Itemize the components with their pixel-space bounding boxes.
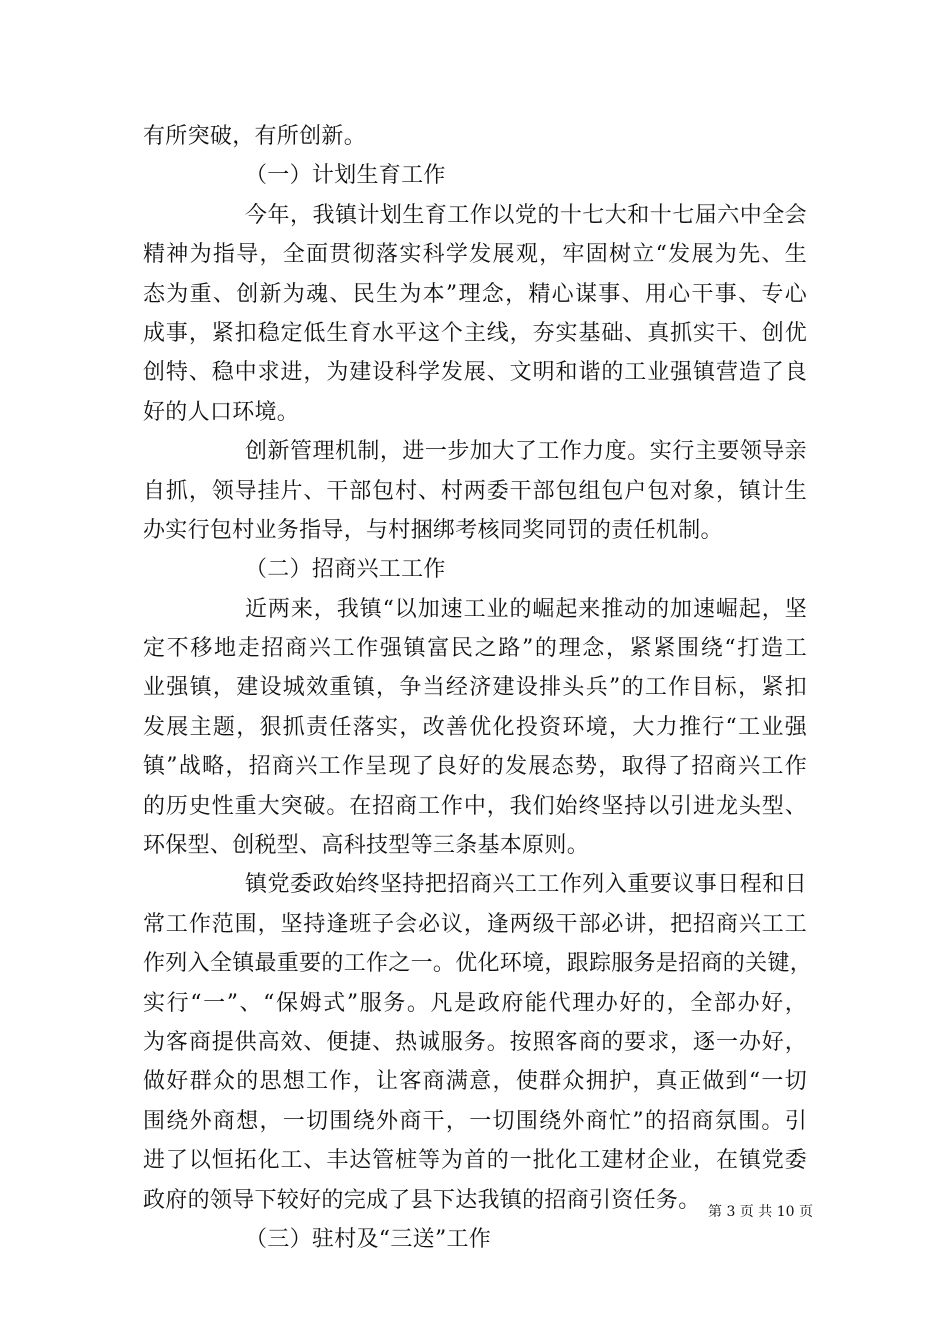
paragraph-line: 环保型、创税型、高科技型等三条基本原则。 (143, 833, 590, 859)
paragraph-line: 进了以恒拓化工、丰达管桩等为首的一批化工建材企业，在镇党委 (143, 1148, 807, 1174)
paragraph-line: 作列入全镇最重要的工作之一。优化环境，跟踪服务是招商的关键， (143, 951, 813, 977)
section-heading: （三）驻村及“三送”工作 (245, 1226, 492, 1252)
paragraph-line: 创特、稳中求进，为建设科学发展、文明和谐的工业强镇营造了良 (143, 360, 807, 386)
paragraph-line: 实行“一”、“保姆式”服务。凡是政府能代理办好的，全部办好， (143, 990, 807, 1016)
section-heading: （一）计划生育工作 (245, 163, 446, 189)
paragraph-line: 做好群众的思想工作，让客商满意，使群众拥护，真正做到“一切 (143, 1069, 807, 1095)
section-heading: （二）招商兴工工作 (245, 557, 446, 583)
paragraph-line: 好的人口环境。 (143, 399, 300, 425)
paragraph-line: 自抓，领导挂片、干部包村、村两委干部包组包户包对象，镇计生 (143, 478, 807, 504)
paragraph-line: 业强镇，建设城效重镇，争当经济建设排头兵”的工作目标，紧扣 (143, 675, 807, 701)
page-number: 第 3 页 共 10 页 (708, 1204, 813, 1220)
paragraph-line: 态为重、创新为魂、民生为本”理念，精心谋事、用心干事、专心 (143, 281, 807, 307)
paragraph-line: 围绕外商想，一切围绕外商干，一切围绕外商忙”的招商氛围。引 (143, 1108, 807, 1134)
paragraph-line: 今年，我镇计划生育工作以党的十七大和十七届六中全会 (245, 202, 807, 228)
paragraph-line: 常工作范围，坚持逢班子会必议，逢两级干部必讲，把招商兴工工 (143, 911, 807, 937)
paragraph-line: 创新管理机制，进一步加大了工作力度。实行主要领导亲 (245, 439, 807, 465)
paragraph-line: 成事，紧扣稳定低生育水平这个主线，夯实基础、真抓实干、创优 (143, 320, 807, 346)
paragraph-line: 精神为指导，全面贯彻落实科学发展观，牢固树立“发展为先、生 (143, 242, 807, 268)
paragraph-line: 近两来，我镇“以加速工业的崛起来推动的加速崛起，坚 (245, 596, 807, 622)
paragraph-line: 发展主题，狠抓责任落实，改善优化投资环境，大力推行“工业强 (143, 714, 807, 740)
paragraph-line: 镇党委政始终坚持把招商兴工工作列入重要议事日程和日 (245, 872, 807, 898)
paragraph-line: 政府的领导下较好的完成了县下达我镇的招商引资任务。 (143, 1187, 701, 1213)
paragraph-line: 镇”战略，招商兴工作呈现了良好的发展态势，取得了招商兴工作 (143, 754, 807, 780)
paragraph-line: 的历史性重大突破。在招商工作中，我们始终坚持以引进龙头型、 (143, 793, 807, 819)
paragraph-line: 有所突破，有所创新。 (143, 124, 367, 149)
paragraph-line: 定不移地走招商兴工作强镇富民之路”的理念，紧紧围绕“打造工 (143, 636, 807, 662)
body-text (143, 117, 813, 1259)
paragraph-line: 为客商提供高效、便捷、热诚服务。按照客商的要求，逐一办好， (143, 1029, 807, 1055)
paragraph-line: 办实行包村业务指导，与村捆绑考核同奖同罚的责任机制。 (143, 517, 723, 543)
